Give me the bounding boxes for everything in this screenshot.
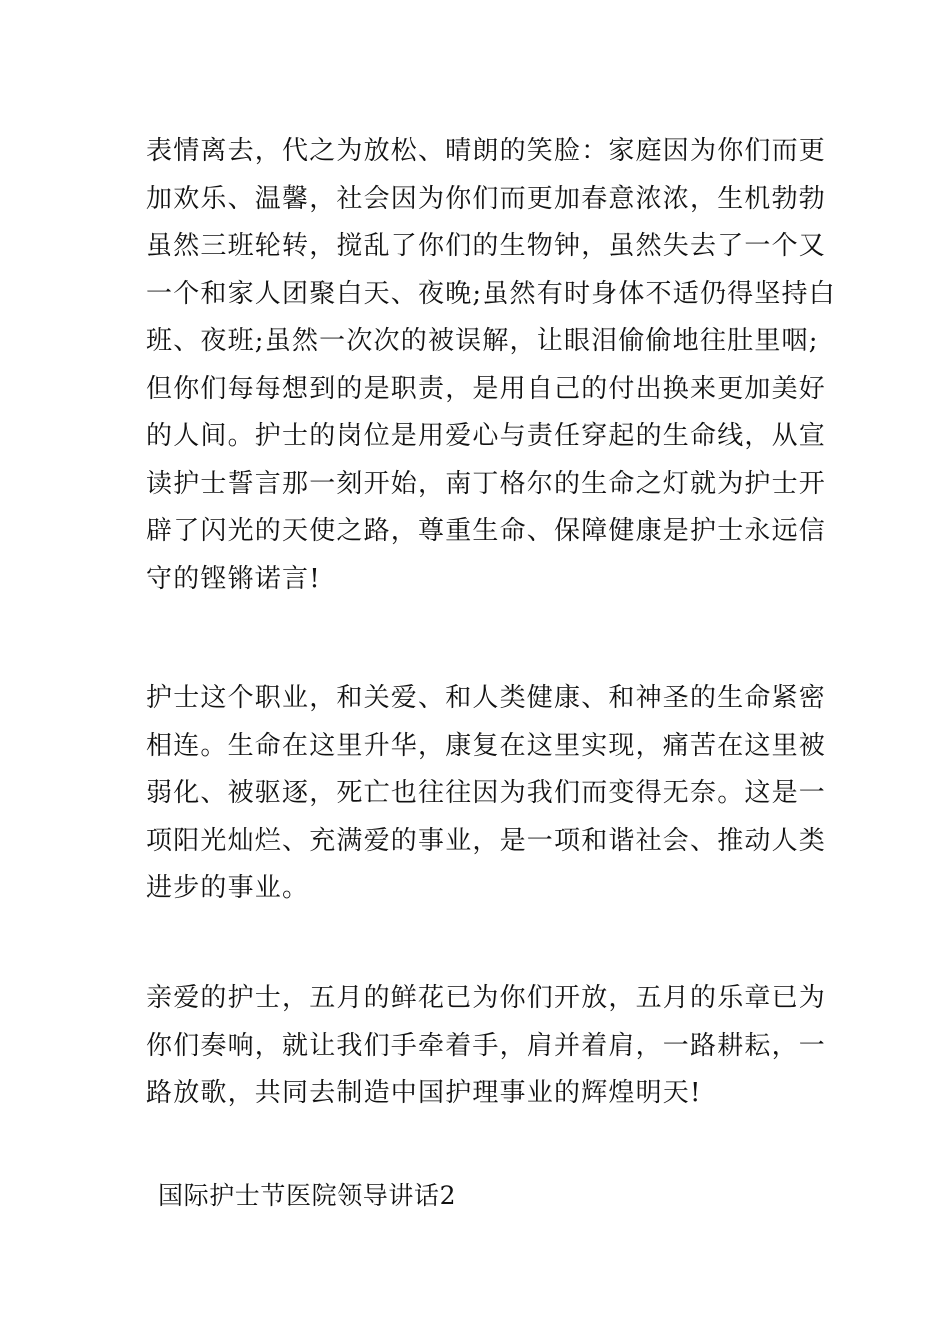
paragraph-line: 亲爱的护士，五月的鲜花已为你们开放，五月的乐章已为 xyxy=(146,983,827,1013)
paragraph-line: 路放歌，共同去制造中国护理事业的辉煌明天! xyxy=(146,1078,702,1108)
paragraph-line: 守的铿锵诺言! xyxy=(146,563,321,594)
paragraph-line: 进步的事业。 xyxy=(146,873,310,903)
paragraph-line: 表情离去，代之为放松、晴朗的笑脸：家庭因为你们而更 xyxy=(146,136,827,166)
paragraph-line: 加欢乐、温馨，社会因为你们而更加春意浓浓，生机勃勃 xyxy=(146,183,827,214)
section-heading: 国际护士节医院领导讲话2 xyxy=(158,1181,457,1210)
paragraph-line: 读护士誓言那一刻开始，南丁格尔的生命之灯就为护士开 xyxy=(146,468,827,499)
paragraph-line: 相连。生命在这里升华，康复在这里实现，痛苦在这里被 xyxy=(146,730,827,761)
paragraph-line: 项阳光灿烂、充满爱的事业，是一项和谐社会、推动人类 xyxy=(146,825,827,856)
paragraph-line: 你们奏响，就让我们手牵着手，肩并着肩，一路耕耘，一 xyxy=(146,1030,827,1061)
paragraph-line: 一个和家人团聚白天、夜晚;虽然有时身体不适仍得坚持白 xyxy=(146,278,836,309)
paragraph-line: 弱化、被驱逐，死亡也往往因为我们而变得无奈。这是一 xyxy=(146,778,827,808)
paragraph-line: 虽然三班轮转，搅乱了你们的生物钟，虽然失去了一个又 xyxy=(146,231,827,261)
paragraph-1 xyxy=(146,128,836,603)
paragraph-line: 但你们每每想到的是职责，是用自己的付出换来更加美好 xyxy=(146,373,827,404)
paragraph-2 xyxy=(146,675,827,913)
paragraph-line: 护士这个职业，和关爱、和人类健康、和神圣的生命紧密 xyxy=(146,683,827,713)
paragraph-line: 的人间。护士的岗位是用爱心与责任穿起的生命线，从宣 xyxy=(146,421,827,451)
paragraph-3 xyxy=(146,975,827,1118)
paragraph-line: 辟了闪光的天使之路，尊重生命、保障健康是护士永远信 xyxy=(146,516,827,546)
paragraph-line: 班、夜班;虽然一次次的被误解，让眼泪偷偷地往肚里咽; xyxy=(146,326,819,356)
